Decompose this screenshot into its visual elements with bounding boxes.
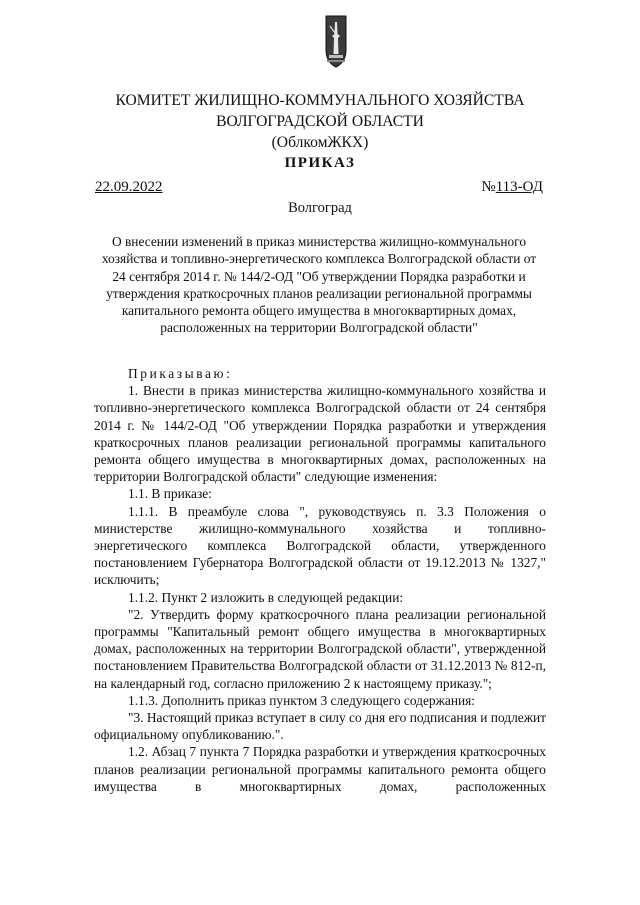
paragraph-1-1-3: 1.1.3. Дополнить приказ пунктом 3 следующего содержания: bbox=[128, 692, 476, 708]
paragraph-1-1-2: 1.1.2. Пункт 2 изложить в следующей редакции: bbox=[128, 589, 404, 605]
org-line-2: ВОЛГОГРАДСКОЙ ОБЛАСТИ bbox=[216, 113, 424, 130]
paragraph-quote-2: "2. Утвердить форму краткосрочного плана реализации региональной программы "Капитальный ремонт общего имущества в многоквартирных домах, расположенных на территории Волгоградской области", утвержденной постановлением Правительства Волгоградской области от 31.12.2013 № 812-п, на календарный год, согласно приложению 2 к настоящему приказу."; bbox=[94, 606, 546, 691]
document-date: 22.09.2022 bbox=[95, 179, 163, 195]
paragraph-1-1: 1.1. В приказе: bbox=[128, 486, 212, 502]
coat-of-arms-icon bbox=[324, 14, 348, 68]
document-body bbox=[94, 365, 546, 795]
paragraph-1: 1. Внести в приказ министерства жилищно-коммунального хозяйства и топливно-энергетического комплекса Волгоградской области от 24 сентября 2014 г. № 144/2-ОД "Об утверждении Порядка разработки и утверждения краткосрочных планов реализации региональной программы капитального ремонта общего имущества в многоквартирных домах, расположенных на территории Волгоградской области" следующие изменения: bbox=[94, 383, 546, 485]
number-prefix: № bbox=[481, 179, 496, 195]
document-subject: О внесении изменений в приказ министерства жилищно-коммунального хозяйства и топливно-энергетического комплекса Волгоградской области от 24 сентября 2014 г. № 144/2-ОД "Об утверждении Порядка разработки и утверждения краткосрочных планов реализации региональной программы капитального ремонта общего имущества в многоквартирных домах, расположенных на территории Волгоградской области" bbox=[101, 234, 537, 336]
document-type: ПРИКАЗ bbox=[284, 155, 356, 171]
paragraph-quote-3: "3. Настоящий приказ вступает в силу со дня его подписания и подлежит официальному опубликованию.". bbox=[94, 710, 546, 743]
document-number bbox=[481, 179, 543, 196]
city: Волгоград bbox=[288, 200, 352, 216]
org-short-name: (ОблкомЖКХ) bbox=[271, 134, 369, 151]
order-word: Приказываю: bbox=[128, 366, 233, 381]
paragraph-1-2: 1.2. Абзац 7 пункта 7 Порядка разработки и утверждения краткосрочных планов реализации региональной программы капитального ремонта общего имущества в многоквартирных домах, расположенных bbox=[94, 744, 546, 794]
org-line-1: КОМИТЕТ ЖИЛИЩНО-КОММУНАЛЬНОГО ХОЗЯЙСТВА bbox=[115, 92, 525, 109]
organization-name bbox=[0, 90, 640, 153]
paragraph-1-1-1: 1.1.1. В преамбуле слова ", руководствуясь п. 3.3 Положения о министерстве жилищно-коммунального хозяйства и топливно-энергетического комплекса Волгоградской области, утвержденного постановлением Губернатора Волгоградской области от 19.12.2013 № 1327," исключить; bbox=[94, 503, 546, 588]
number-value: 113-ОД bbox=[495, 179, 543, 195]
